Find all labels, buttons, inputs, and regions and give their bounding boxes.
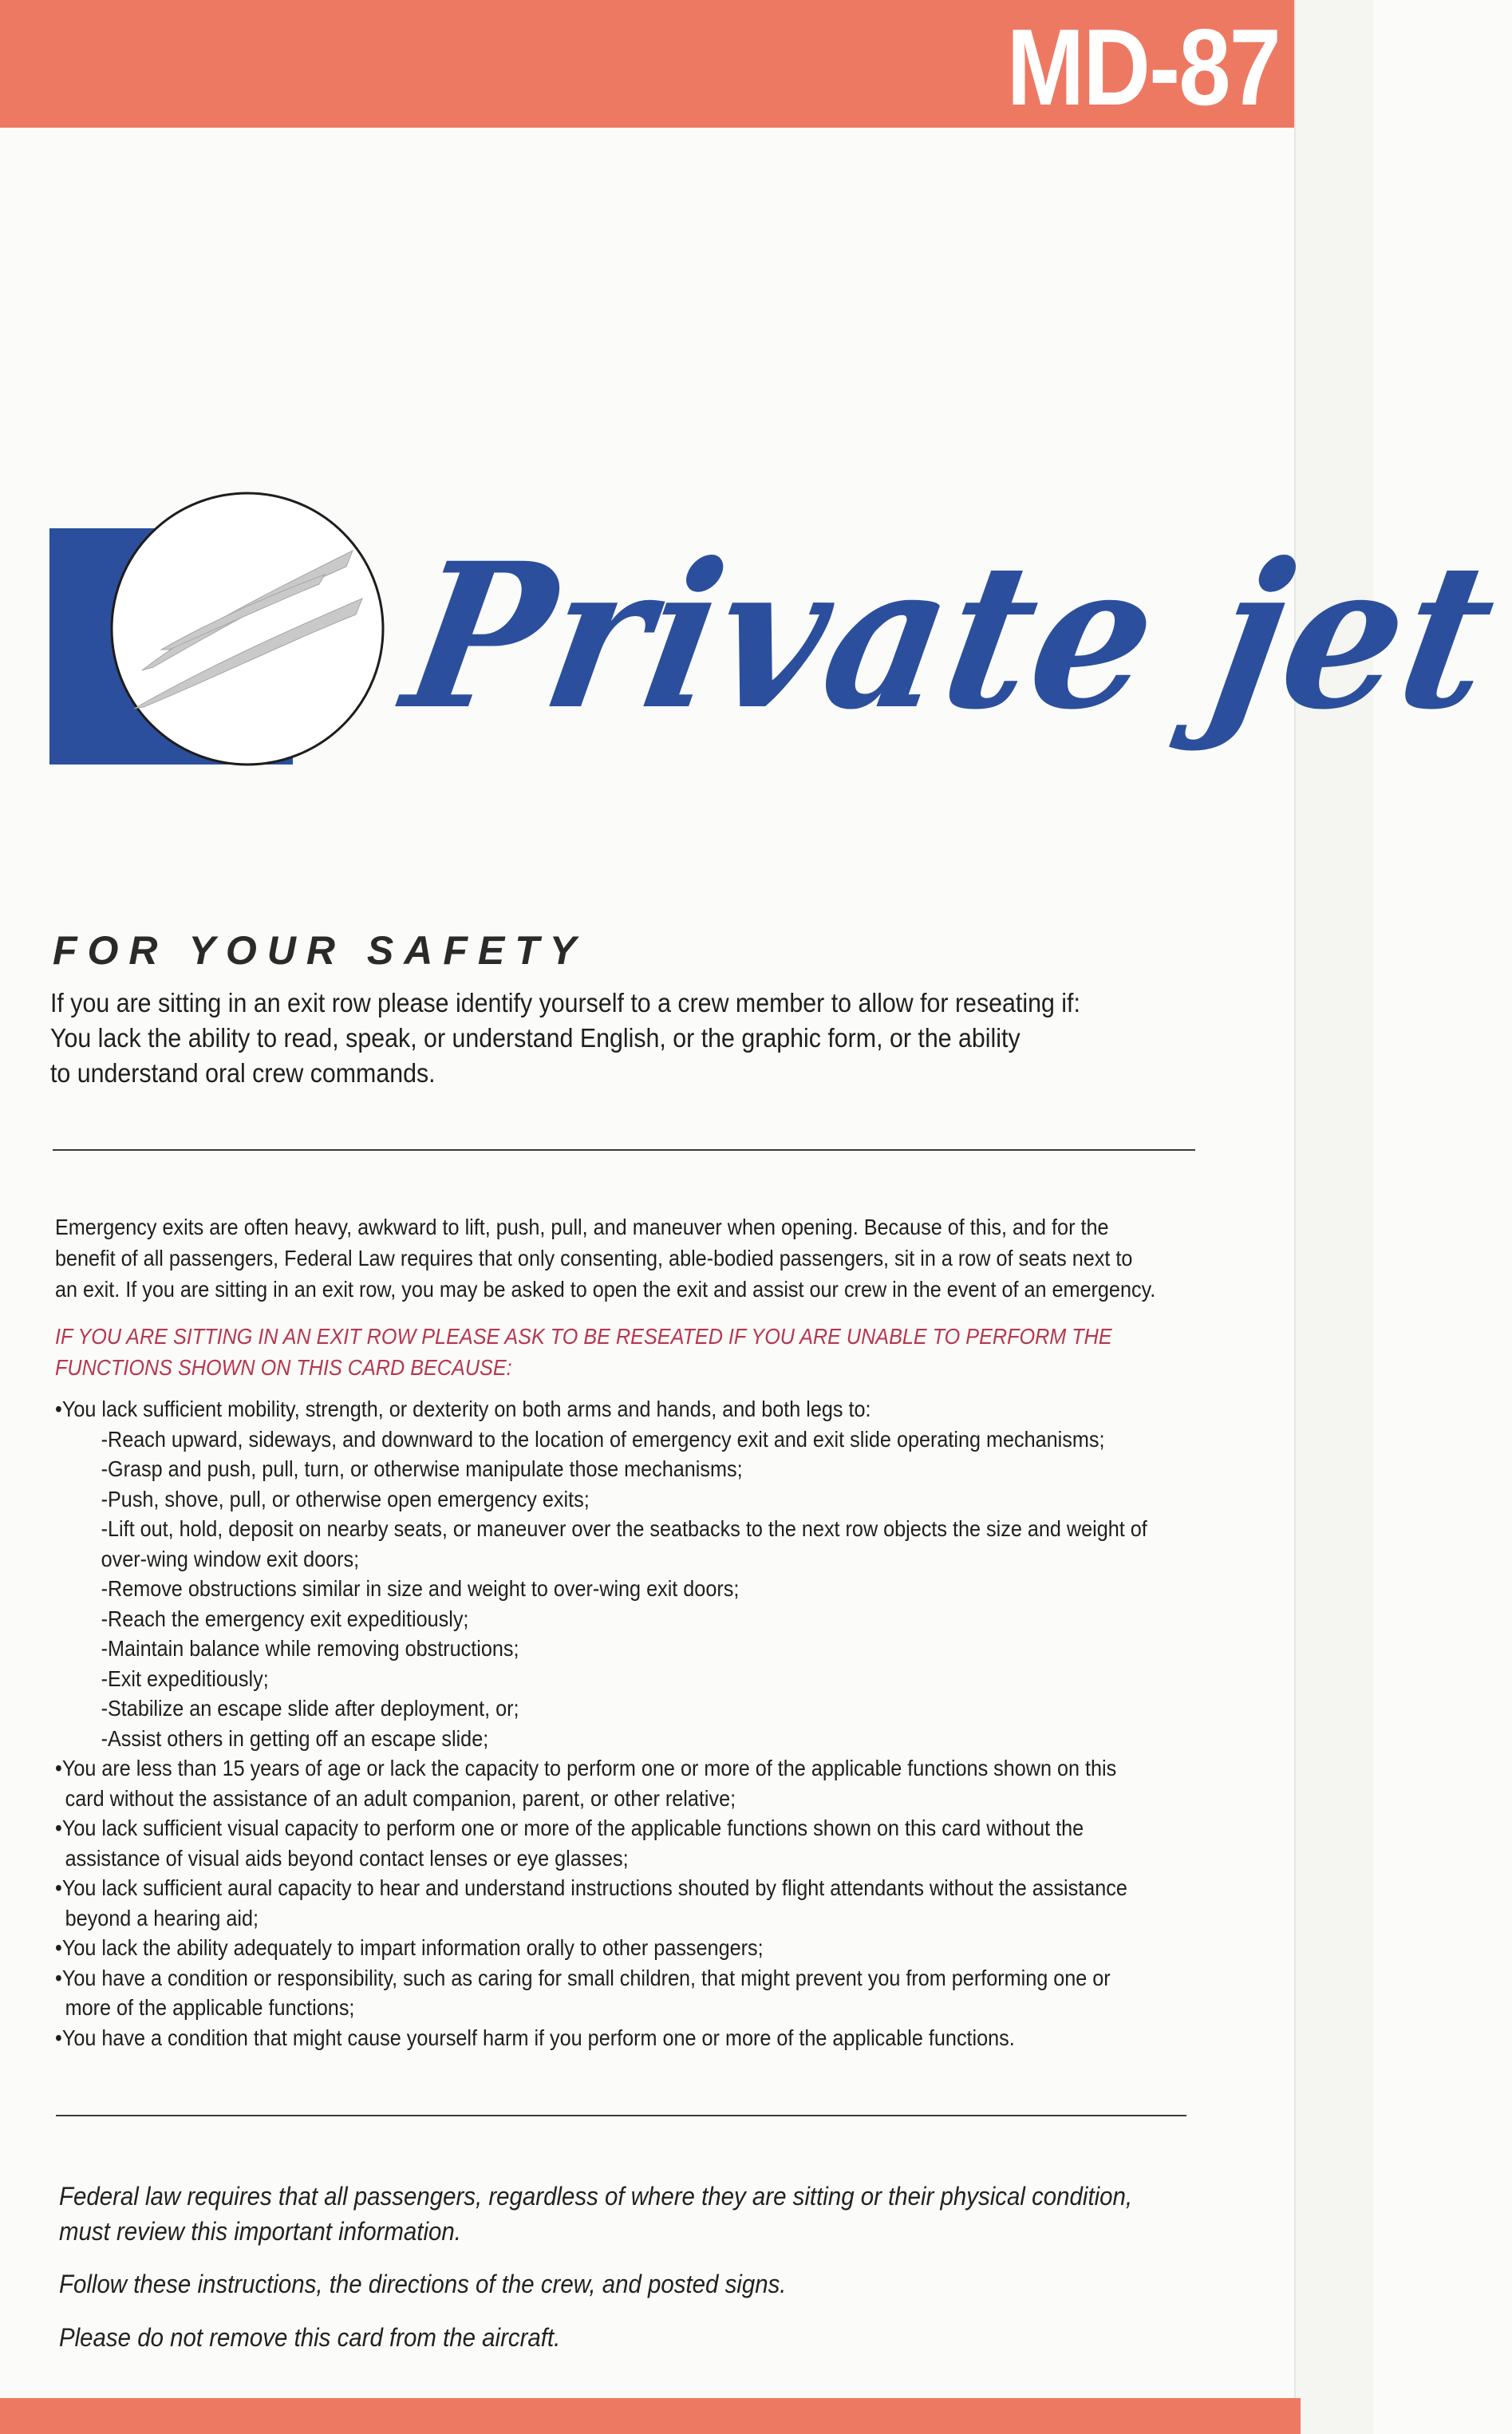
safety-title: FOR YOUR SAFETY xyxy=(53,928,587,973)
condition-item-continued: assistance of visual aids beyond contact lenses or eye glasses; xyxy=(65,1845,629,1871)
safety-intro xyxy=(50,986,1115,1091)
condition-subitem: -Assist others in getting off an escape slide; xyxy=(101,1725,489,1751)
condition-subitem: over-wing window exit doors; xyxy=(101,1546,360,1571)
logo-white-circle xyxy=(112,493,383,765)
card-edge xyxy=(1294,0,1373,2434)
condition-subitem: -Reach upward, sideways, and downward to the location of emergency exit and exit slide operating mechanisms; xyxy=(101,1426,1105,1452)
condition-item: •You lack the ability adequately to impart information orally to other passengers; xyxy=(55,1935,764,1960)
condition-item: •You lack sufficient visual capacity to perform one or more of the applicable functions shown on this card without the xyxy=(55,1816,1084,1840)
condition-item: •You lack sufficient aural capacity to hear and understand instructions shouted by flight attendants without the assistance xyxy=(55,1875,1127,1900)
intro-line: You lack the ability to read, speak, or understand English, or the graphic form, or the ability xyxy=(50,1023,1021,1053)
conditions-list xyxy=(55,1394,1175,2053)
warning-line: IF YOU ARE SITTING IN AN EXIT ROW PLEASE ASK TO BE RESEATED IF YOU ARE UNABLE TO PERFORM THE xyxy=(55,1324,1112,1349)
follow-instructions-notice: Follow these instructions, the directions of the crew, and posted signs. xyxy=(59,2270,787,2298)
exit-paragraph xyxy=(55,1211,1175,1305)
airline-logo xyxy=(49,479,1512,846)
condition-item-continued: more of the applicable functions; xyxy=(65,1995,355,2020)
do-not-remove-notice: Please do not remove this card from the aircraft. xyxy=(59,2323,561,2352)
footer-bar xyxy=(0,2398,1301,2434)
paragraph-line: benefit of all passengers, Federal Law requires that only consenting, able-bodied passengers, sit in a row of seats next to xyxy=(55,1246,1133,1270)
closing-line: must review this important information. xyxy=(59,2217,461,2246)
condition-item: •You are less than 15 years of age or lack the capacity to perform one or more of the applicable functions shown on this xyxy=(55,1756,1117,1780)
warning-line: FUNCTIONS SHOWN ON THIS CARD BECAUSE: xyxy=(55,1355,512,1380)
section-divider xyxy=(56,2115,1186,2116)
paragraph-line: Emergency exits are often heavy, awkward to lift, push, pull, and maneuver when opening. Because of this, and for the xyxy=(55,1215,1109,1239)
paragraph-line: an exit. If you are sitting in an exit row, you may be asked to open the exit and assist our crew in the event of an emergency. xyxy=(55,1277,1156,1302)
reseat-warning xyxy=(55,1321,1175,1383)
condition-subitem: -Reach the emergency exit expeditiously; xyxy=(101,1606,469,1631)
condition-subitem: -Remove obstructions similar in size and weight to over-wing exit doors; xyxy=(101,1576,740,1601)
condition-item: •You have a condition or responsibility, such as caring for small children, that might prevent you from performing one or xyxy=(55,1965,1111,1990)
header-bar xyxy=(0,0,1294,128)
condition-item-continued: beyond a hearing aid; xyxy=(65,1905,259,1930)
intro-line: If you are sitting in an exit row please identify yourself to a crew member to allow for reseating if: xyxy=(50,988,1080,1017)
section-divider xyxy=(53,1149,1195,1151)
circle-logo-mark xyxy=(49,479,385,846)
condition-item: •You lack sufficient mobility, strength, or dexterity on both arms and hands, and both legs to: xyxy=(55,1397,871,1421)
condition-subitem: -Grasp and push, pull, turn, or otherwise manipulate those mechanisms; xyxy=(101,1456,743,1481)
closing-line: Federal law requires that all passengers, regardless of where they are sitting or their physical condition, xyxy=(59,2182,1133,2211)
federal-law-notice xyxy=(59,2179,1160,2249)
condition-subitem: -Exit expeditiously; xyxy=(101,1665,269,1691)
aircraft-model-code: MD-87 xyxy=(1006,6,1280,128)
logo-wordmark: Private jet xyxy=(391,519,1512,753)
exit-row-requirements xyxy=(55,1211,1175,2053)
intro-line: to understand oral crew commands. xyxy=(50,1058,436,1088)
condition-subitem: -Lift out, hold, deposit on nearby seats, or maneuver over the seatbacks to the next row objects the size and weight of xyxy=(101,1516,1147,1541)
condition-item-continued: card without the assistance of an adult companion, parent, or other relative; xyxy=(65,1785,736,1811)
condition-subitem: -Push, shove, pull, or otherwise open emergency exits; xyxy=(101,1486,590,1511)
condition-item: •You have a condition that might cause yourself harm if you perform one or more of the applicable functions. xyxy=(55,2025,1015,2050)
condition-subitem: -Maintain balance while removing obstructions; xyxy=(101,1636,519,1661)
condition-subitem: -Stabilize an escape slide after deployment, or; xyxy=(101,1696,519,1721)
